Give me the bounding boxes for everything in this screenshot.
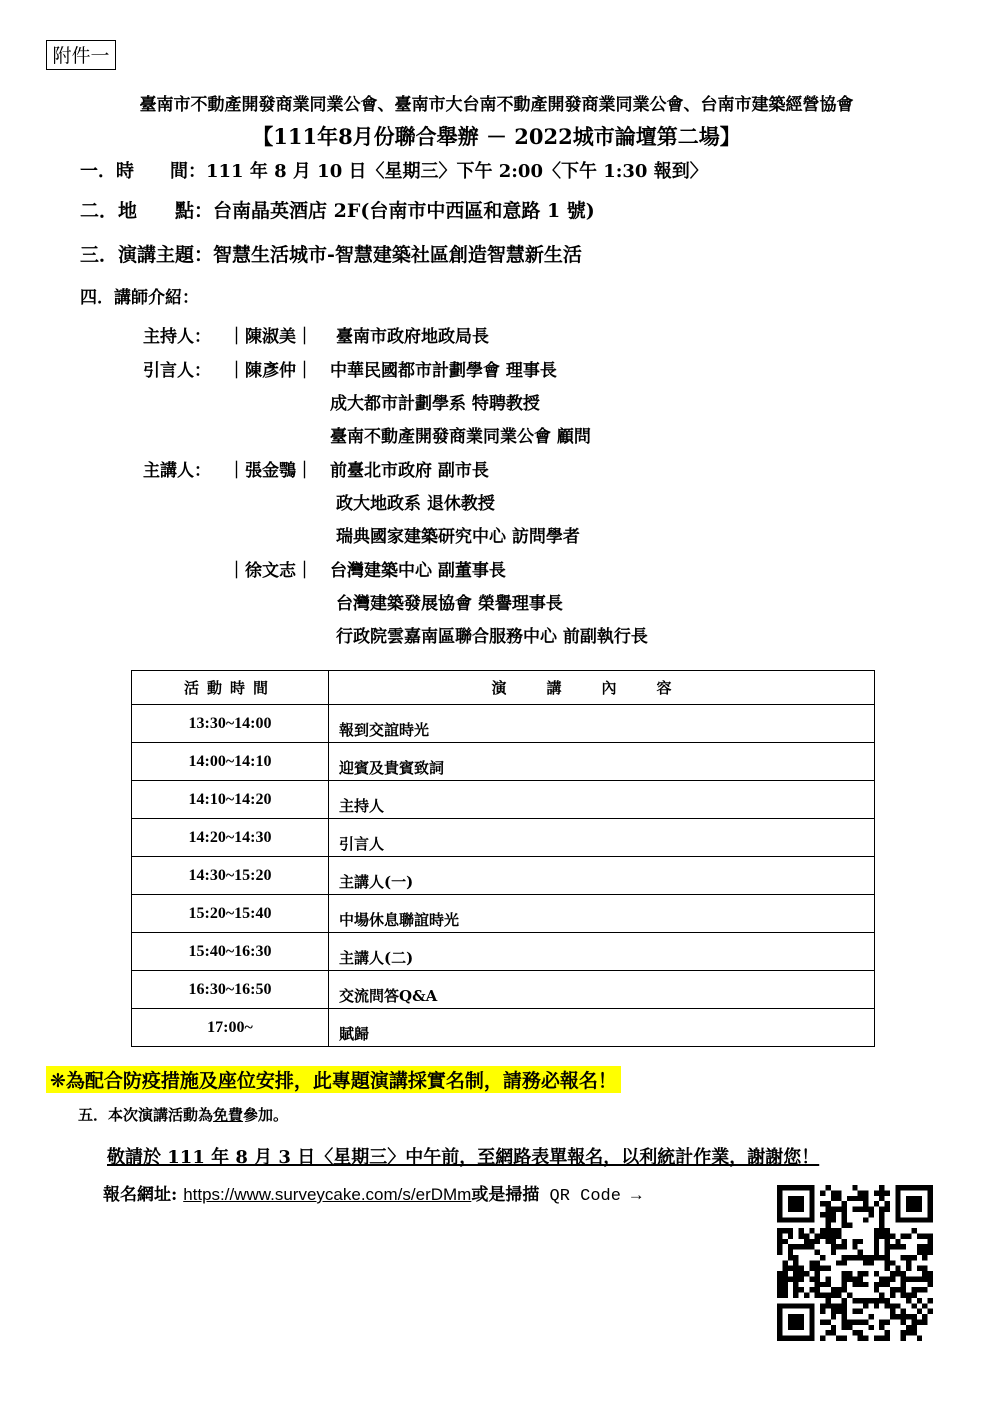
speaker-intro-title: 臺南不動產開發商業同業公會 顧問 — [330, 427, 591, 447]
speaker-host-role: 主持人： — [143, 327, 211, 347]
row-item: 交流問答Q&A — [329, 971, 875, 1009]
info-topic — [80, 240, 582, 267]
info-label: 二．地 點： — [80, 200, 214, 222]
table-row — [132, 857, 875, 895]
info-time — [80, 157, 708, 183]
speaker-main-title: 政大地政系 退休教授 — [336, 494, 495, 514]
qr-code-text: QR Code → — [539, 1187, 642, 1206]
speaker-main2-title: 台灣建築中心 副董事長 — [330, 561, 506, 581]
registration-label: 報名網址: — [103, 1185, 184, 1205]
speaker-main-title: 瑞典國家建築研究中心 訪問學者 — [336, 527, 580, 547]
row-time: 14:20~14:30 — [132, 819, 329, 857]
organizers: 臺南市不動產開發商業同業公會、臺南市大台南不動產開發商業同業公會、台南市建築經營協會 — [139, 95, 854, 115]
table-row — [132, 743, 875, 781]
speaker-main-name: ｜張金鶚｜ — [228, 461, 313, 481]
speaker-main2-title: 台灣建築發展協會 榮譽理事長 — [336, 594, 563, 614]
registration-middle: 或是掃描 — [471, 1185, 540, 1205]
row-time: 14:30~15:20 — [132, 857, 329, 895]
table-row — [132, 1009, 875, 1047]
row-time: 14:00~14:10 — [132, 743, 329, 781]
table-row — [132, 971, 875, 1009]
free-prefix: 五．本次演講活動為 — [78, 1106, 214, 1124]
speaker-intro-title: 中華民國都市計劃學會 理事長 — [330, 361, 557, 381]
row-time: 15:20~15:40 — [132, 895, 329, 933]
row-item: 迎賓及貴賓致詞 — [329, 743, 875, 781]
row-time: 17:00~ — [132, 1009, 329, 1047]
row-time: 14:10~14:20 — [132, 781, 329, 819]
qr-code-icon[interactable] — [777, 1185, 933, 1341]
info-place — [80, 196, 595, 223]
speaker-intro-title: 成大都市計劃學系 特聘教授 — [330, 394, 540, 414]
speaker-host-name: ｜陳淑美｜ — [228, 327, 313, 347]
info-label: 一．時 間： — [80, 161, 206, 182]
row-time: 16:30~16:50 — [132, 971, 329, 1009]
info-label: 四．講師介紹： — [80, 288, 199, 308]
speaker-intro-name: ｜陳彥仲｜ — [228, 361, 313, 381]
registration-line — [103, 1180, 641, 1206]
free-suffix: 參加。 — [243, 1106, 289, 1124]
header-content: 演講內容 — [329, 671, 875, 705]
speaker-main2-title: 行政院雲嘉南區聯合服務中心 前副執行長 — [336, 627, 648, 647]
table-row — [132, 933, 875, 971]
row-item: 主持人 — [329, 781, 875, 819]
row-item: 賦歸 — [329, 1009, 875, 1047]
speaker-intro-role: 引言人： — [143, 361, 211, 381]
row-item: 引言人 — [329, 819, 875, 857]
row-time: 15:40~16:30 — [132, 933, 329, 971]
row-item: 主講人(一) — [329, 857, 875, 895]
attachment-label: 附件一 — [46, 40, 116, 70]
table-header-row — [132, 671, 875, 705]
table-row — [132, 781, 875, 819]
schedule-table — [131, 670, 875, 1047]
speaker-main-title: 前臺北市政府 副市長 — [330, 461, 489, 481]
speaker-main2-name: ｜徐文志｜ — [228, 561, 313, 581]
table-row — [132, 819, 875, 857]
row-item: 主講人(二) — [329, 933, 875, 971]
info-value: 台南晶英酒店 2F(台南市中西區和意路 1 號) — [213, 200, 595, 222]
free-admission — [78, 1104, 288, 1125]
info-speakers — [80, 283, 199, 308]
table-row — [132, 705, 875, 743]
info-label: 三．演講主題： — [80, 244, 214, 266]
header-time: 活動時間 — [132, 671, 329, 705]
registration-deadline: 敬請於 111 年 8 月 3 日〈星期三〉中午前，至網路表單報名，以利統計作業，謝謝您！ — [107, 1147, 820, 1168]
notice-banner: ❋為配合防疫措施及座位安排，此專題演講採實名制，請務必報名！ — [46, 1066, 621, 1093]
speaker-host-title: 臺南市政府地政局長 — [336, 327, 489, 347]
info-value: 111 年 8 月 10 日〈星期三〉下午 2:00〈下午 1:30 報到〉 — [206, 161, 708, 182]
registration-link[interactable]: https://www.surveycake.com/s/erDMm — [183, 1185, 472, 1204]
row-item: 中場休息聯誼時光 — [329, 895, 875, 933]
row-time: 13:30~14:00 — [132, 705, 329, 743]
info-value: 智慧生活城市-智慧建築社區創造智慧新生活 — [213, 244, 582, 266]
event-title: 【111年8月份聯合舉辦 － 2022城市論壇第二場】 — [252, 124, 741, 149]
speaker-main-role: 主講人： — [143, 461, 211, 481]
table-row — [132, 895, 875, 933]
free-emphasis: 免費 — [213, 1106, 244, 1124]
row-item: 報到交誼時光 — [329, 705, 875, 743]
